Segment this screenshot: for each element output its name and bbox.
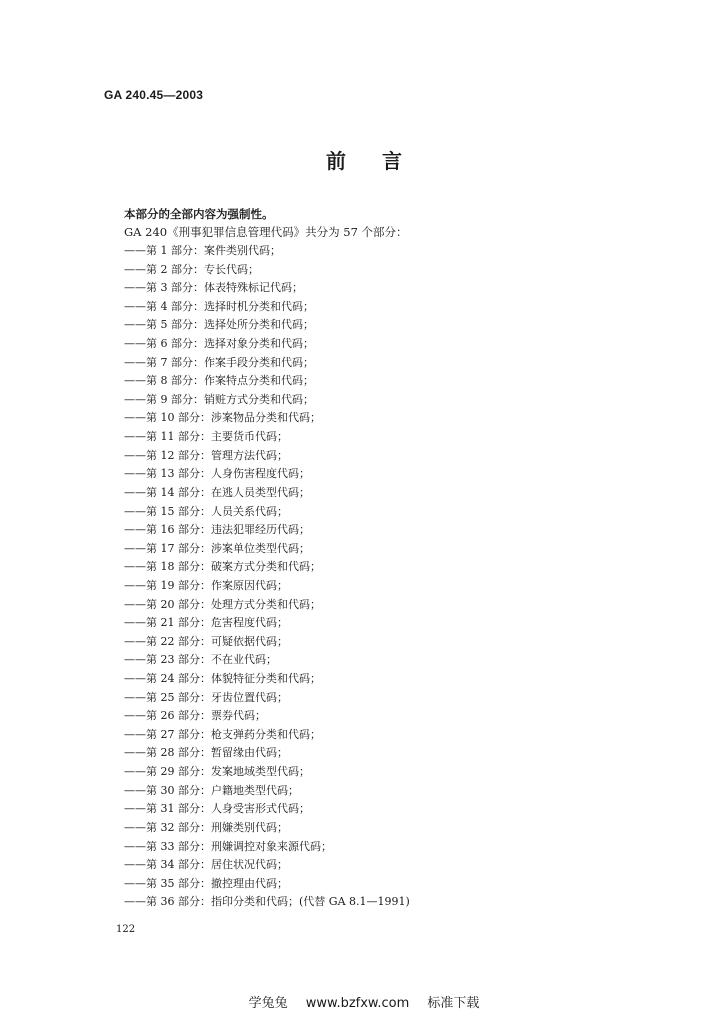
list-item: ——第 20 部分：处理方式分类和代码； <box>124 597 321 611</box>
page-number: 122 <box>116 924 136 935</box>
parts-list <box>124 242 410 912</box>
list-item: ——第 2 部分：专长代码； <box>124 262 259 276</box>
list-item: ——第 7 部分：作案手段分类和代码； <box>124 355 314 369</box>
list-item: ——第 14 部分：在逃人员类型代码； <box>124 485 310 499</box>
list-item: ——第 22 部分：可疑依据代码； <box>124 634 288 648</box>
list-item: ——第 10 部分：涉案物品分类和代码； <box>124 411 321 425</box>
footer-site-name: 学兔兔 <box>248 996 288 1011</box>
list-item: ——第 16 部分：违法犯罪经历代码； <box>124 523 310 537</box>
list-item: ——第 11 部分：主要货币代码； <box>124 430 288 444</box>
list-item: ——第 31 部分：人身受害形式代码； <box>124 802 310 816</box>
intro-statement: 本部分的全部内容为强制性。 <box>124 207 274 221</box>
list-item: ——第 27 部分：枪支弹药分类和代码； <box>124 727 321 741</box>
footer-tagline: 标准下载 <box>427 996 480 1011</box>
list-item: ——第 19 部分：作案原因代码； <box>124 578 288 592</box>
title-char-1: 前 <box>326 149 346 173</box>
list-item: ——第 23 部分：不在业代码； <box>124 653 277 667</box>
list-item: ——第 33 部分：刑嫌调控对象来源代码； <box>124 839 332 853</box>
list-item: ——第 9 部分：销赃方式分类和代码； <box>124 392 314 406</box>
title-char-2: 言 <box>382 149 402 173</box>
footer-watermark <box>0 992 728 1011</box>
list-item: ——第 1 部分：案件类别代码； <box>124 244 281 257</box>
list-item: ——第 24 部分：体貌特征分类和代码； <box>124 672 321 686</box>
list-item: ——第 6 部分：选择对象分类和代码； <box>124 337 314 351</box>
list-item: ——第 36 部分：指印分类和代码；(代替 GA 8.1—1991) <box>124 895 410 909</box>
page-title <box>0 145 728 174</box>
list-item: ——第 29 部分：发案地域类型代码； <box>124 765 310 779</box>
list-item: ——第 34 部分：居住状况代码； <box>124 858 288 872</box>
list-item: ——第 4 部分：选择时机分类和代码； <box>124 299 314 313</box>
list-item: ——第 13 部分：人身伤害程度代码； <box>124 467 310 481</box>
list-item: ——第 3 部分：体表特殊标记代码； <box>124 281 303 295</box>
list-item: ——第 5 部分：选择处所分类和代码； <box>124 318 314 332</box>
list-item: ——第 17 部分：涉案单位类型代码； <box>124 541 310 555</box>
list-item: ——第 18 部分：破案方式分类和代码； <box>124 560 321 574</box>
list-item: ——第 15 部分：人员关系代码； <box>124 504 288 518</box>
list-item: ——第 35 部分：撤控理由代码； <box>124 876 288 890</box>
lead-paragraph: GA 240《刑事犯罪信息管理代码》共分为 57 个部分： <box>124 225 408 239</box>
footer-url: www.bzfxw.com <box>305 996 410 1011</box>
list-item: ——第 26 部分：票券代码； <box>124 709 266 723</box>
list-item: ——第 25 部分：牙齿位置代码； <box>124 690 288 704</box>
list-item: ——第 28 部分：暂留缘由代码； <box>124 746 288 760</box>
list-item: ——第 30 部分：户籍地类型代码； <box>124 783 299 797</box>
list-item: ——第 32 部分：刑嫌类别代码； <box>124 820 288 834</box>
list-item: ——第 8 部分：作案特点分类和代码； <box>124 374 314 388</box>
list-item: ——第 12 部分：管理方法代码； <box>124 448 288 462</box>
list-item: ——第 21 部分：危害程度代码； <box>124 616 288 630</box>
standard-code: GA 240.45—2003 <box>104 88 204 102</box>
